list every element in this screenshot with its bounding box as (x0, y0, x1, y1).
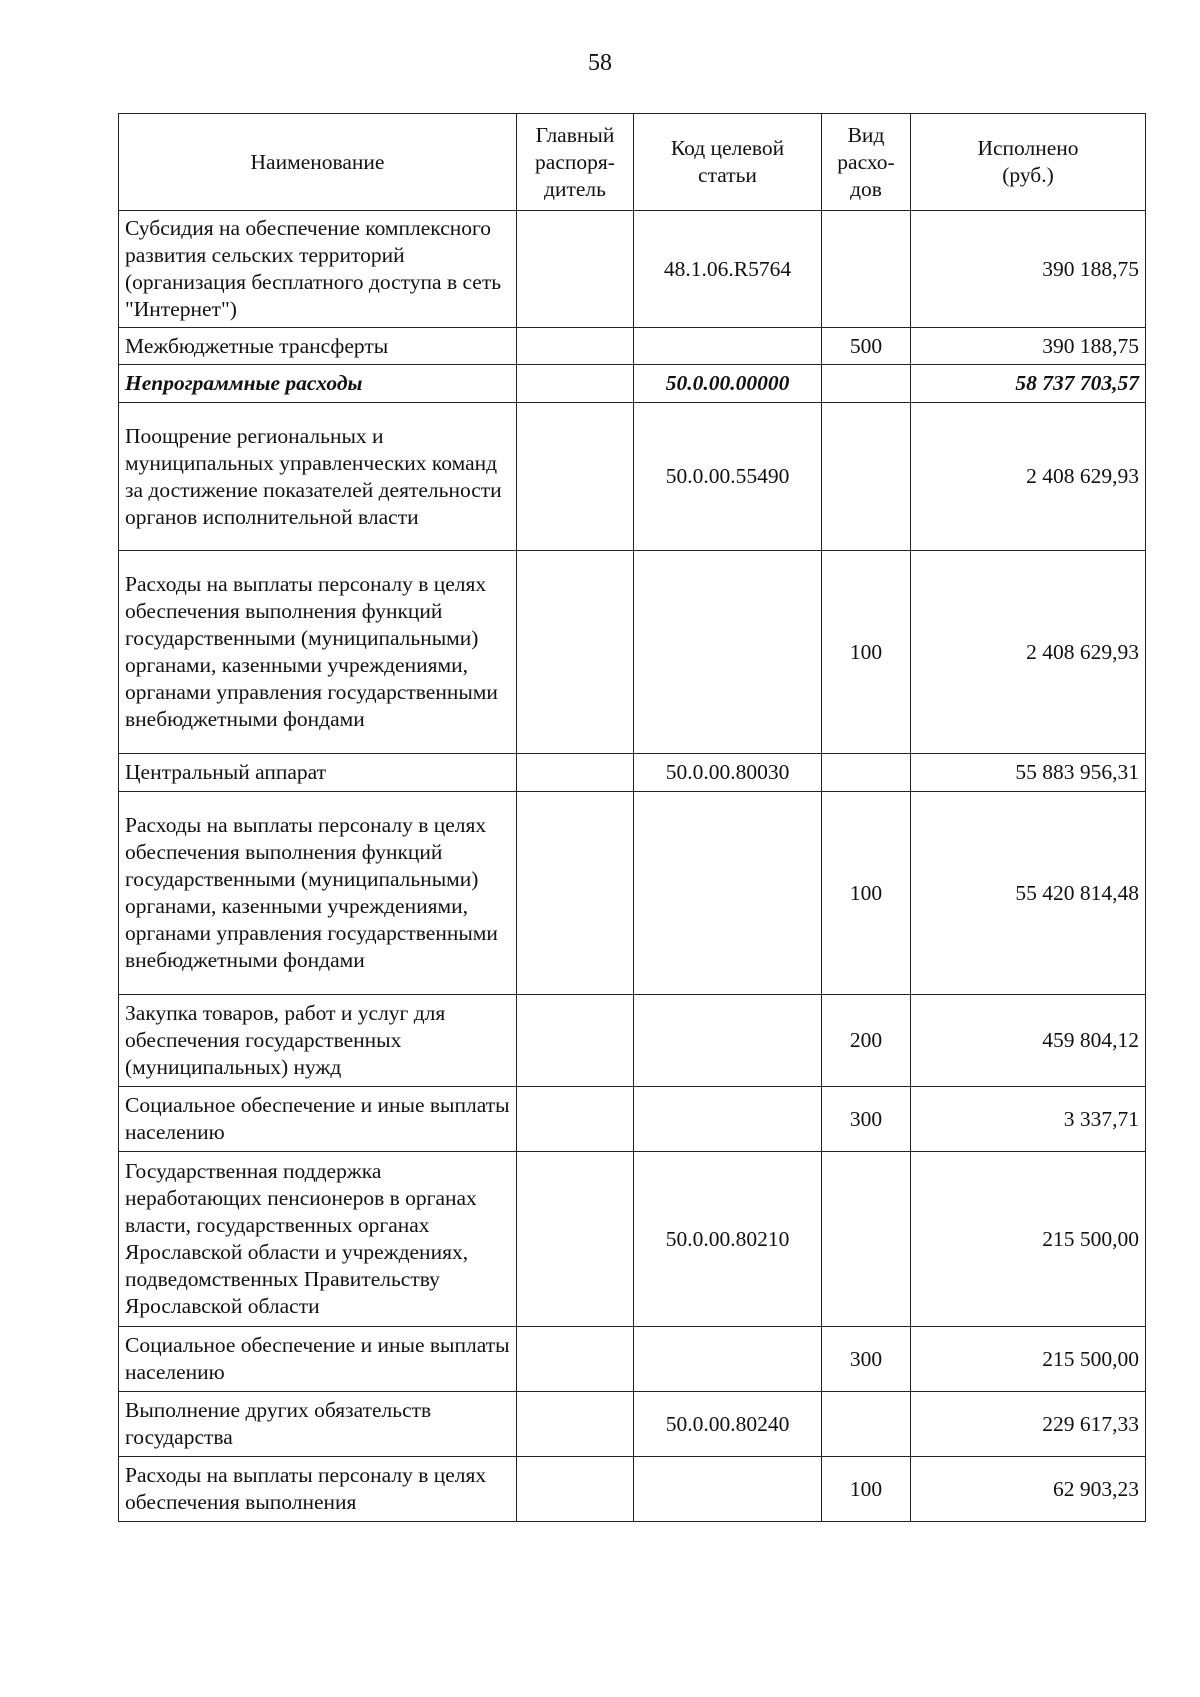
row-expense-type: 200 (822, 995, 911, 1087)
row-name: Центральный аппарат (119, 754, 517, 792)
row-target-code (634, 551, 822, 754)
row-name: Непрограммные расходы (119, 365, 517, 403)
row-expense-type: 300 (822, 1087, 911, 1152)
row-target-code (634, 328, 822, 365)
row-name: Государственная поддержка неработающих пенсионеров в органах власти, государственных органах Ярославской области и учреждениях, подведомственных Правительству Ярославской области (119, 1152, 517, 1327)
page-number: 58 (588, 50, 612, 76)
row-main-manager (517, 365, 634, 403)
row-target-code: 48.1.06.R5764 (634, 211, 822, 328)
row-expense-type (822, 403, 911, 551)
row-expense-type (822, 1392, 911, 1457)
row-amount: 2 408 629,93 (911, 551, 1146, 754)
row-name: Субсидия на обеспечение комплексного развития сельских территорий (организация бесплатного доступа в сеть "Интернет") (119, 211, 517, 328)
table-row-section (119, 365, 1146, 403)
row-target-code (634, 995, 822, 1087)
table-row (119, 1327, 1146, 1392)
table-row (119, 211, 1146, 328)
table-row (119, 1392, 1146, 1457)
row-name: Выполнение других обязательств государства (119, 1392, 517, 1457)
table-row (119, 754, 1146, 792)
row-main-manager (517, 1457, 634, 1522)
table-header-row (119, 114, 1146, 211)
row-name: Межбюджетные трансферты (119, 328, 517, 365)
table-row (119, 328, 1146, 365)
row-name: Расходы на выплаты персоналу в целях обеспечения выполнения (119, 1457, 517, 1522)
row-main-manager (517, 995, 634, 1087)
row-name: Поощрение региональных и муниципальных управленческих команд за достижение показателей деятельности органов исполнительной власти (119, 403, 517, 551)
row-amount: 215 500,00 (911, 1152, 1146, 1327)
row-target-code: 50.0.00.80240 (634, 1392, 822, 1457)
column-header-expense-type: Вид расхо- дов (822, 114, 911, 211)
table-row (119, 551, 1146, 754)
row-main-manager (517, 792, 634, 995)
row-amount: 62 903,23 (911, 1457, 1146, 1522)
row-amount: 459 804,12 (911, 995, 1146, 1087)
column-header-executed: Исполнено (руб.) (911, 114, 1146, 211)
row-expense-type (822, 1152, 911, 1327)
table-row (119, 1152, 1146, 1327)
row-expense-type: 100 (822, 551, 911, 754)
row-main-manager (517, 551, 634, 754)
row-expense-type: 300 (822, 1327, 911, 1392)
row-name: Закупка товаров, работ и услуг для обеспечения государственных (муниципальных) нужд (119, 995, 517, 1087)
row-amount: 229 617,33 (911, 1392, 1146, 1457)
row-main-manager (517, 1327, 634, 1392)
row-name: Расходы на выплаты персоналу в целях обеспечения выполнения функций государственными (муниципальными) органами, казенными учреждениями, органами управления государственными внебюджетными фондами (119, 792, 517, 995)
row-main-manager (517, 1152, 634, 1327)
row-name: Расходы на выплаты персоналу в целях обеспечения выполнения функций государственными (муниципальными) органами, казенными учреждениями, органами управления государственными внебюджетными фондами (119, 551, 517, 754)
table-row (119, 995, 1146, 1087)
column-header-name: Наименование (119, 114, 517, 211)
row-expense-type: 100 (822, 792, 911, 995)
row-target-code: 50.0.00.00000 (634, 365, 822, 403)
row-main-manager (517, 754, 634, 792)
row-target-code: 50.0.00.80030 (634, 754, 822, 792)
row-main-manager (517, 1087, 634, 1152)
table-row (119, 1087, 1146, 1152)
row-amount: 3 337,71 (911, 1087, 1146, 1152)
row-main-manager (517, 1392, 634, 1457)
row-expense-type (822, 754, 911, 792)
table-row (119, 792, 1146, 995)
budget-execution-table (118, 113, 1146, 1522)
row-main-manager (517, 403, 634, 551)
row-expense-type: 100 (822, 1457, 911, 1522)
row-target-code (634, 1327, 822, 1392)
row-expense-type (822, 365, 911, 403)
row-amount: 55 883 956,31 (911, 754, 1146, 792)
row-name: Социальное обеспечение и иные выплаты населению (119, 1327, 517, 1392)
row-amount: 58 737 703,57 (911, 365, 1146, 403)
column-header-target-code: Код целевой статьи (634, 114, 822, 211)
row-target-code (634, 792, 822, 995)
row-expense-type (822, 211, 911, 328)
row-target-code: 50.0.00.80210 (634, 1152, 822, 1327)
row-main-manager (517, 328, 634, 365)
row-target-code: 50.0.00.55490 (634, 403, 822, 551)
table-row (119, 1457, 1146, 1522)
row-amount: 55 420 814,48 (911, 792, 1146, 995)
row-target-code (634, 1087, 822, 1152)
row-expense-type: 500 (822, 328, 911, 365)
row-amount: 390 188,75 (911, 328, 1146, 365)
row-name: Социальное обеспечение и иные выплаты населению (119, 1087, 517, 1152)
row-target-code (634, 1457, 822, 1522)
column-header-main-manager: Главный распоря- дитель (517, 114, 634, 211)
row-amount: 215 500,00 (911, 1327, 1146, 1392)
row-main-manager (517, 211, 634, 328)
row-amount: 390 188,75 (911, 211, 1146, 328)
row-amount: 2 408 629,93 (911, 403, 1146, 551)
table-row (119, 403, 1146, 551)
